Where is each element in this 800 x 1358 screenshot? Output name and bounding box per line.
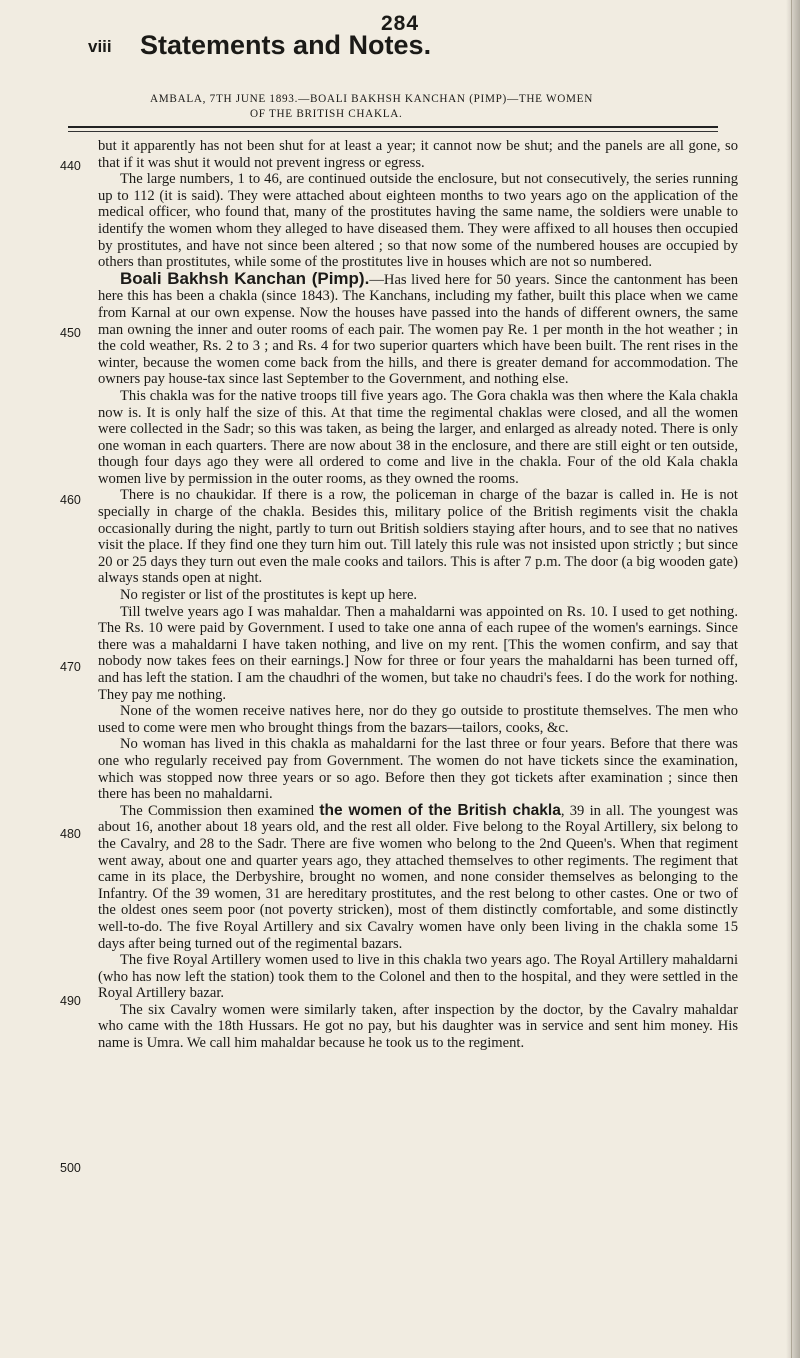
- running-header: [150, 92, 710, 122]
- paragraph: There is no chaukidar. If there is a row, the policeman in charge of the bazar is called in. He is not specially in charge of the chakla. Besides this, military police of the British regiments visit the chakla occasionally during the night, partly to turn out British soldiers staying after hours, and to see that no natives visit the place. If they find one they turn him out. Till lately this rule was not insisted upon strictly ; but since 20 or 25 days they turn out even the male cooks and tailors. This is after 7 p.m. The door (a big wooden gate) always stands open at night.: [98, 487, 738, 587]
- paragraph: No register or list of the prostitutes is kept up here.: [120, 587, 418, 604]
- line-number: 460: [60, 493, 81, 507]
- paragraph-text: , 39 in all. The youngest was about 16, another about 18 years old, and the rest all older. Five belong to the Royal Artillery, six belong to the Cavalry, and 28 to the Sadr. There are five women who belong to the 2nd Queen's. When that regiment went away, about one and quarter years ago, they attached themselves to other regiments. The regiment that came in its place, the Derbyshire, brought no women, and none consider themselves as belonging to the Infantry. Of the 39 women, 31 are hereditary prostitutes, and the rest belong to other castes. One or two of the oldest ones seem poor (not poverty stricken), most of them distinctly comfortable, and some distinctly well-to-do. The five Royal Artillery and six Cavalry women have only been living in the chakla some 15 days after being turned out of the regimental bazars.: [98, 802, 738, 952]
- emphasized-phrase: the women of the British chakla: [319, 801, 561, 819]
- witness-name-heading: Boali Bakhsh Kanchan (Pimp).: [120, 268, 370, 288]
- paragraph-commission: [98, 803, 738, 952]
- paragraph: but it apparently has not been shut for at least a year; it cannot now be shut; and the panels are all gone, so that if it was shut it would not prevent ingress or egress.: [98, 138, 738, 171]
- line-number: 450: [60, 326, 81, 340]
- page-number: 284: [380, 12, 420, 35]
- paragraph: None of the women receive natives here, nor do they go outside to prostitute themselves. The men who used to come were men who brought things from the bazars—tailors, cooks, &c.: [98, 703, 738, 736]
- line-number: 470: [60, 660, 81, 674]
- paragraph: Till twelve years ago I was mahaldar. Then a mahaldarni was appointed on Rs. 10. I used to get nothing. The Rs. 10 were paid by Government. I used to take one anna of each rupee of the women's earnings. Since there was a mahaldarni I have taken nothing, and live on my rent. [This the women confirm, and say that nobody now takes fees on their earnings.] Now for three or four years the mahaldarni has been turned off, and has left the station. I am the chaudhri of the women, but take no chaudri's fees. I do the work for nothing. They pay me nothing.: [98, 603, 738, 703]
- header-rule-thin: [68, 131, 718, 132]
- paragraph-text: The Commission then examined: [120, 802, 320, 819]
- paragraph: This chakla was for the native troops till five years ago. The Gora chakla was then where the Kala chakla now is. It is only half the size of this. At that time the regimental chaklas were closed, and all the women were collected in the Sadr; so this was taken, as being the larger, and enlarged as already noted. There is only one woman in each quarters. There are now about 38 in the enclosure, and there are still eight or ten outside, though four days ago they were all ordered to come and live in the chakla. Four of the old Kala chakla women live by permission in the outer rooms, as they owned the rooms.: [98, 387, 738, 487]
- paragraph-boali-bakhsh: [98, 268, 738, 388]
- paragraph: The five Royal Artillery women used to live in this chakla two years ago. The Royal Artillery mahaldarni (who has now left the station) took them to the Colonel and then to the hospital, and they were settled in the Royal Artillery bazar.: [98, 952, 738, 1002]
- section-title: Statements and Notes.: [140, 30, 432, 60]
- line-number: 480: [60, 827, 81, 841]
- running-header-line-1: AMBALA, 7TH JUNE 1893.—BOALI BAKHSH KANCHAN (PIMP)—THE WOMEN: [150, 93, 593, 105]
- line-number: 500: [60, 1161, 81, 1175]
- paragraph: The six Cavalry women were similarly taken, after inspection by the doctor, by the Cavalry mahaldar who came with the 18th Hussars. He got no pay, but his daughter was in service and sent him money. His name is Umra. We call him mahaldar because he took us to the regiment.: [98, 1001, 738, 1052]
- line-number: 440: [60, 159, 81, 173]
- paragraph: The large numbers, 1 to 46, are continued outside the enclosure, but not consecutively, the series running up to 112 (it is said). They were attached about eighteen months to two years ago on the application of the medical officer, who found that, many of the prostitutes having the same name, the soldiers were unable to identify the women whom they alleged to have diseased them. They were affixed to all houses then occupied by prostitutes, and have not since been altered ; so that now some of the numbered houses are occupied by others than prostitutes, while some of the prostitutes live in houses which are not so numbered.: [98, 171, 738, 271]
- paragraph: No woman has lived in this chakla as mahaldarni for the last three or four years. Before that there was one who regularly received pay from Government. The women do not have tickets since the examination, which was stopped now three years or so ago. Before then they got tickets after examination ; since then there has been no mahaldarni.: [98, 736, 738, 803]
- section-numeral: viii: [88, 37, 112, 56]
- paragraph-text: —Has lived here for 50 years. Since the cantonment has been here this has been a chakla (since 1843). The Kanchans, including my father, built this place when we came from Karnal at our own expense. Now the houses have passed into the hands of different owners, the same man owning the inner and outer rooms of each pair. The women pay Re. 1 per month in the hot weather ; in the cold weather, Rs. 2 to 3 ; and Rs. 4 for two superior quarters which have been built. The rent rises in the winter, because the women come back from the hills, and there is greater demand for accommodation. The owners pay house-tax since last September to the Government, and nothing else.: [98, 271, 738, 388]
- page-edge-shadow: [786, 0, 800, 1358]
- header-rule-thick: [68, 126, 718, 128]
- line-number: 490: [60, 994, 81, 1008]
- running-header-line-2: OF THE BRITISH CHAKLA.: [250, 108, 403, 120]
- body-text: [98, 138, 738, 1052]
